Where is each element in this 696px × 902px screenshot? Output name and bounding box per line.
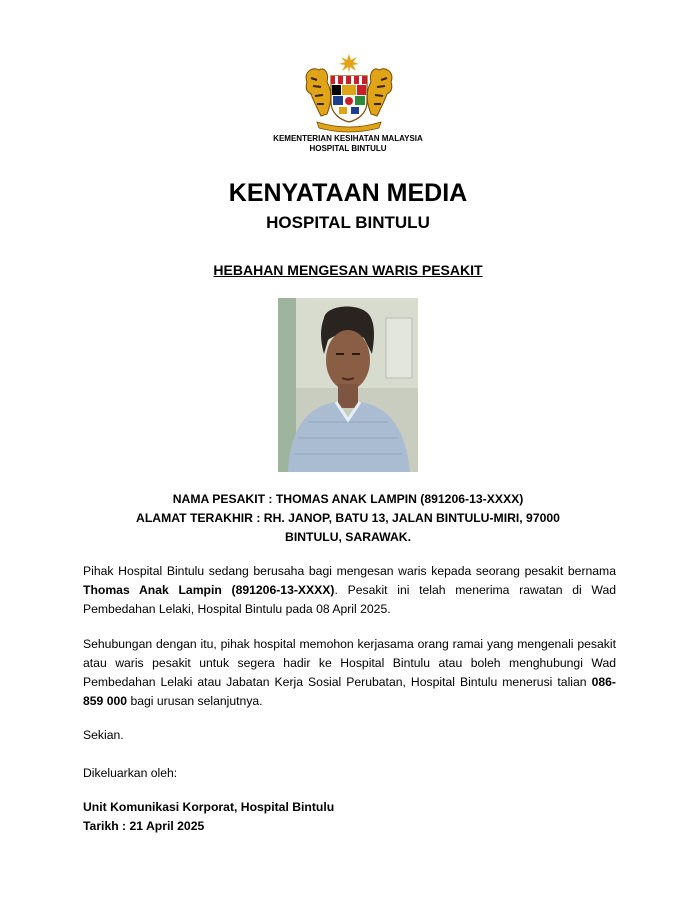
paragraph-2-text-a: Sehubungan dengan itu, pihak hospital memohon kerjasama orang ramai yang mengenali pesakit atau waris pesakit untuk segera hadir ke Hospital Bintulu atau boleh menghubungi Wad Pembedahan Lelaki atau Jabatan Kerja Sosial Perubatan, Hospital Bintulu menerusi talian <box>83 637 616 689</box>
patient-address-line-2: BINTULU, SARAWAK. <box>285 530 411 544</box>
patient-details <box>0 490 696 547</box>
paragraph-1-text-a: Pihak Hospital Bintulu sedang berusaha bagi mengesan waris kepada seorang pesakit bernama <box>83 564 616 578</box>
patient-name-line: NAMA PESAKIT : THOMAS ANAK LAMPIN (891206-13-XXXX) <box>172 492 524 506</box>
paragraph-2-text-b: bagi urusan selanjutnya. <box>127 694 263 708</box>
paragraph-1-text-b: . Pesakit ini telah menerima rawatan di Wad Pembedahan Lelaki, Hospital Bintulu pada 08 April 2025. <box>83 583 617 616</box>
hospital-name-small: HOSPITAL BINTULU <box>309 144 387 153</box>
notice-heading: HEBAHAN MENGESAN WARIS PESAKIT <box>213 262 483 278</box>
issued-by-label: Dikeluarkan oleh: <box>83 766 178 780</box>
patient-name-bold: Thomas Anak Lampin (891206-13-XXXX) <box>83 583 335 597</box>
page-title: KENYATAAN MEDIA <box>228 179 468 207</box>
paragraph-2 <box>83 635 616 711</box>
issuer-name: Unit Komunikasi Korporat, Hospital Bintulu <box>83 800 335 814</box>
closing-text: Sekian. <box>83 728 124 742</box>
paragraph-1 <box>83 562 616 619</box>
patient-address-line-1: ALAMAT TERAKHIR : RH. JANOP, BATU 13, JALAN BINTULU-MIRI, 97000 <box>136 511 560 525</box>
issue-date: Tarikh : 21 April 2025 <box>83 819 205 833</box>
phone-number: 086-859 000 <box>83 675 616 708</box>
page-subtitle: HOSPITAL BINTULU <box>266 213 430 232</box>
patient-photo <box>278 298 418 472</box>
ministry-header <box>0 134 696 154</box>
malaysia-coat-of-arms-icon <box>299 52 399 134</box>
ministry-name: KEMENTERIAN KESIHATAN MALAYSIA <box>273 134 423 143</box>
